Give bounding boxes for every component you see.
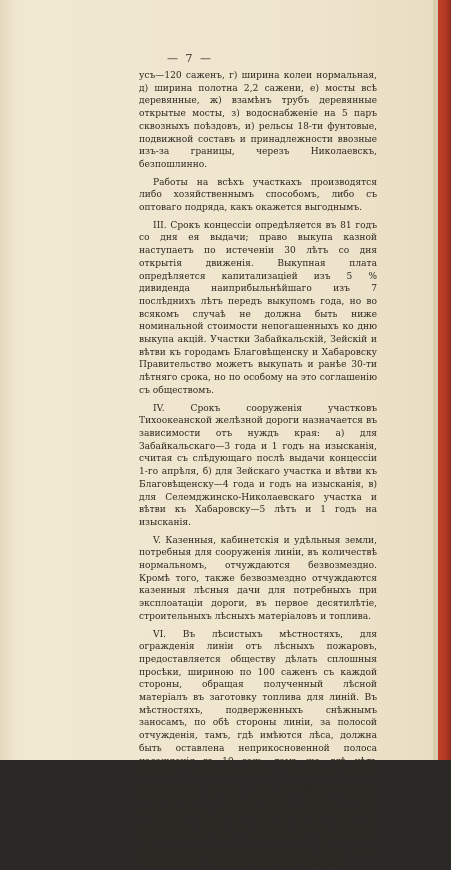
paragraph-5: V. Казенныя, кабинетскія и удѣльныя земли, потребныя для сооруженія линіи, въ количествѣ нормальномъ, отчуждаются безвозмездно. Кромѣ того, также безвозмездно отчуждаются казенныя лѣсныя дачи для потребныхъ при эксплоатаціи дороги, въ первое десятилѣтіе, строительныхъ лѣсныхъ матеріаловъ и топлива.	[139, 535, 377, 622]
paragraph-2: Работы на всѣхъ участкахъ производятся либо хозяйственнымъ способомъ, либо съ оптоваго подряда, какъ окажется выгоднымъ.	[139, 177, 377, 214]
paragraph-3: III. Срокъ концессіи опредѣляется въ 81 годъ со дня ея выдачи; право выкупа казной наступаетъ по истеченіи 30 лѣтъ со дня открытія движенія. Выкупная плата опредѣляется капитализаціей изъ 5 % дивиденда наиприбыльнѣйшаго изъ 7 послѣднихъ лѣтъ передъ выкупомъ года, но во всякомъ случаѣ не должна быть ниже номинальной стоимости непогашенныхъ ко дню выкупа акцій. Участки Забайкальскій, Зейскій и вѣтви къ городамъ Благовѣщенску и Хабаровску Правительство можетъ выкупать и ранѣе 30-ти лѣтняго срока, но по особому на это соглашенію съ обществомъ.	[139, 220, 377, 396]
paragraph-6: VI. Въ лѣсистыхъ мѣстностяхъ, для огражденія линіи отъ лѣсныхъ пожаровъ, предоставляется обществу дѣлать сплошныя просѣки, шириною по 100 саженъ съ каждой стороны, обращая полученный лѣсной матеріалъ въ заготовку топлива для линій. Въ мѣстностяхъ, подверженныхъ снѣжнымъ заносамъ, по обѣ стороны линіи, за полосой отчужденія, тамъ, гдѣ имѣются лѣса, должна быть оставлена неприкосновенной полоса насажденія въ 10 саж., тамъ же, гдѣ нѣтъ лѣсовъ, предоставляется обществу право насажденія такой же неприкосновенной полосы. Весь лѣсной матеріалъ, камень, песокъ, глина и другіе, потребные для сооруженія линіи матеріалы, общество имѣетъ право добывать безвозмездно на свободныхъ казенныхъ, удѣльныхъ и кабинетскихъ земляхъ, близъ линіи лежащихъ, и открывать для сего карьеры.	[139, 629, 377, 869]
paragraph-1: усъ—120 саженъ, г) ширина колеи нормальная, д) ширина полотна 2,2 сажени, е) мосты всѣ деревянные, ж) взамѣнъ трубъ деревянные открытые мосты, з) водоснабженіе на 5 паръ сквозныхъ поѣздовъ, и) рельсы 18-ти фунтовые, подвижной составъ и принадлежности ввозные изъ-за границы, черезъ Николаевскъ, безпошлинно.	[139, 71, 377, 170]
page-body	[139, 70, 377, 870]
page-number: — 7 —	[167, 52, 213, 65]
paragraph-4: IV. Срокъ сооруженія участковъ Тихоокеанской желѣзной дороги назначается въ зависимости отъ нуждъ края: а) для Забайкальскаго—3 года и 1 годъ на изысканія, считая съ слѣдующаго послѣ выдачи концессіи 1-го апрѣля, б) для Зейскаго участка и вѣтви къ Благовѣщенску—4 года и годъ на изысканія, в) для Селемджинско-Николаевскаго участка и вѣтви къ Хабаровску—5 лѣтъ и 1 годъ на изысканія.	[139, 403, 377, 528]
book-spine-edge	[438, 0, 451, 760]
